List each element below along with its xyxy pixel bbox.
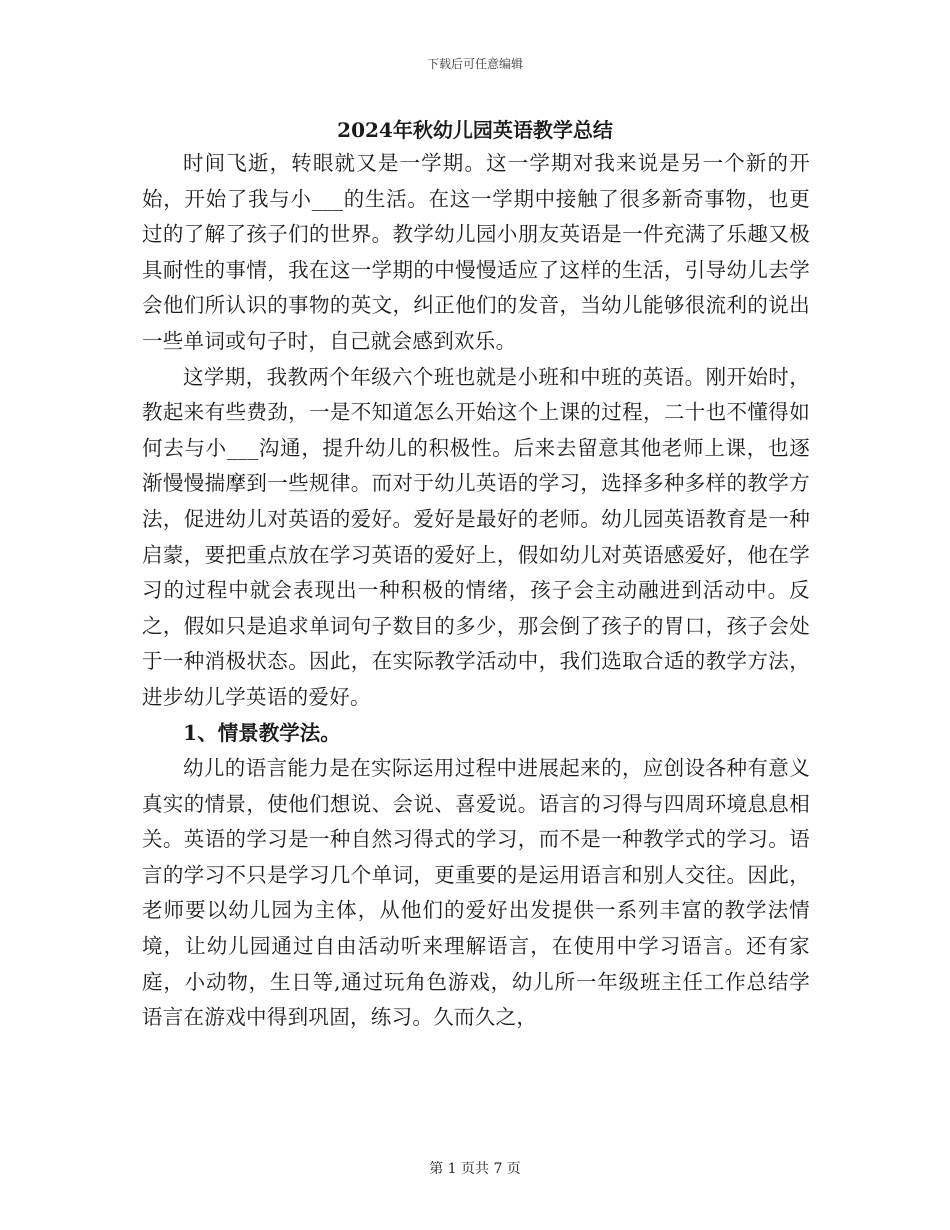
- document-title: 2024年秋幼儿园英语教学总结: [337, 118, 613, 142]
- paragraph-situational: 幼儿的语言能力是在实际运用过程中进展起来的，应创设各种有意义真实的情景，使他们想说、会说、喜爱说。语言的习得与四周环境息息相关。英语的学习是一种自然习得式的学习，而不是一种教学式的学习。语言的学习不只是学习几个单词，更重要的是运用语言和别人交往。因此，老师要以幼儿园为主体，从他们的爱好出发提供一系列丰富的教学法情境，让幼儿园通过自由活动听来理解语言，在使用中学习语言。还有家庭，小动物，生日等,通过玩角色游戏，幼儿所一年级班主任工作总结学语言在游戏中得到巩固，练习。久而久之，: [142, 756, 810, 1030]
- paragraph-intro: 时间飞逝，转眼就又是一学期。这一学期对我来说是另一个新的开始，开始了我与小___的生活。在这一学期中接触了很多新奇事物，也更过的了解了孩子们的世界。教学幼儿园小朋友英语是一件充满了乐趣又极具耐性的事情，我在这一学期的中慢慢适应了这样的生活，引导幼儿去学会他们所认识的事物的英文，纠正他们的发音，当幼儿能够很流利的说出一些单词或句子时，自己就会感到欢乐。: [142, 151, 810, 353]
- header-note: 下载后可任意编辑: [426, 57, 523, 71]
- document-body: [142, 146, 810, 1036]
- section-heading: 1、情景教学法。: [183, 720, 341, 745]
- paragraph-teaching: 这学期，我教两个年级六个班也就是小班和中班的英语。刚开始时，教起来有些费劲，一是不知道怎么开始这个上课的过程，二十也不懂得如何去与小___沟通，提升幼儿的积极性。后来去留意其他老师上课，也逐渐慢慢揣摩到一些规律。而对于幼儿英语的学习，选择多种多样的教学方法，促进幼儿对英语的爱好。爱好是最好的老师。幼儿园英语教育是一种启蒙，要把重点放在学习英语的爱好上，假如幼儿对英语感爱好，他在学习的过程中就会表现出一种积极的情绪，孩子会主动融进到活动中。反之，假如只是追求单词句子数目的多少，那会倒了孩子的胃口，孩子会处于一种消极状态。因此，在实际教学活动中，我们选取合适的教学方法，进步幼儿学英语的爱好。: [142, 364, 810, 709]
- page-footer: 第 1 页共 7 页: [429, 1161, 521, 1177]
